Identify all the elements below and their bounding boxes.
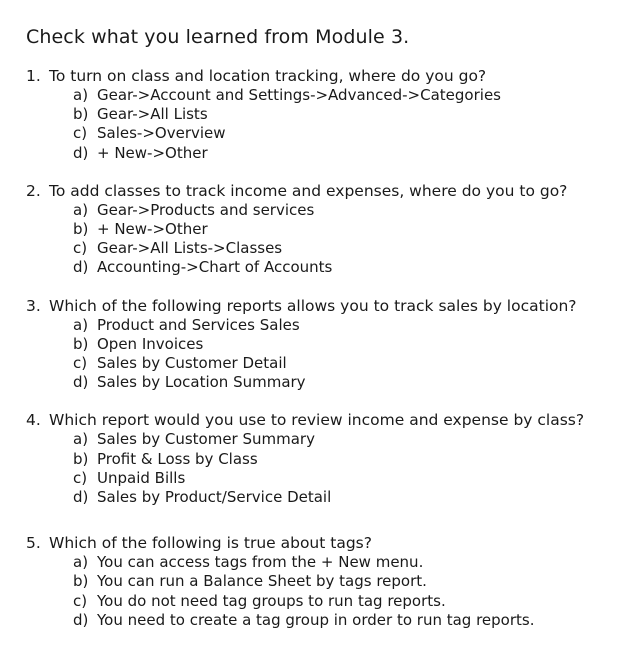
option-letter: c)	[73, 468, 88, 487]
option-text: Sales by Customer Summary	[97, 430, 315, 449]
answer-option-b	[73, 450, 627, 469]
option-letter: b)	[73, 220, 89, 239]
question-number: 3.	[26, 296, 41, 315]
question-text-line	[26, 411, 627, 430]
answer-option-b	[73, 105, 627, 124]
answer-option-d	[73, 488, 627, 507]
question-text-line	[26, 534, 627, 553]
question-number: 4.	[26, 411, 41, 430]
answer-options	[26, 553, 627, 630]
answer-option-d	[73, 373, 627, 392]
option-letter: b)	[73, 449, 89, 468]
answer-option-d	[73, 258, 627, 277]
question-text: Which of the following reports allows you to track sales by location?	[49, 296, 577, 315]
question-text-line	[26, 182, 627, 201]
answer-options	[26, 430, 627, 507]
question-text: To add classes to track income and expenses, where do you to go?	[49, 181, 568, 200]
answer-options	[26, 201, 627, 278]
option-letter: d)	[73, 373, 89, 392]
option-text: + New->Other	[97, 220, 208, 239]
answer-options	[26, 86, 627, 163]
option-text: You can access tags from the + New menu.	[97, 553, 424, 572]
question-number: 1.	[26, 67, 41, 85]
option-letter: b)	[73, 572, 89, 591]
option-letter: d)	[73, 488, 89, 507]
answer-option-c	[73, 124, 627, 143]
answer-option-c	[73, 592, 627, 611]
option-letter: b)	[73, 334, 89, 353]
answer-option-b	[73, 572, 627, 591]
option-letter: a)	[73, 553, 89, 572]
answer-option-b	[73, 220, 627, 239]
question-text: Which of the following is true about tags?	[49, 534, 372, 553]
option-letter: d)	[73, 258, 89, 277]
option-text: Accounting->Chart of Accounts	[97, 258, 333, 277]
option-letter: c)	[73, 591, 88, 610]
answer-option-c	[73, 354, 627, 373]
option-letter: c)	[73, 354, 88, 373]
answer-option-a	[73, 86, 627, 105]
question-text-line	[26, 67, 627, 86]
question-number: 2.	[26, 181, 41, 200]
page-title: Check what you learned from Module 3.	[26, 26, 410, 48]
option-text: Open Invoices	[97, 334, 204, 353]
option-text: Gear->All Lists->Classes	[97, 239, 283, 258]
option-text: + New->Other	[97, 143, 208, 162]
question-text: Which report would you use to review income and expense by class?	[49, 411, 585, 430]
option-letter: a)	[73, 315, 89, 334]
option-letter: a)	[73, 86, 89, 104]
question-3	[26, 297, 627, 393]
option-letter: a)	[73, 430, 89, 449]
answer-option-d	[73, 144, 627, 163]
option-text: Sales by Product/Service Detail	[97, 488, 332, 507]
answer-option-c	[73, 239, 627, 258]
option-text: Profit & Loss by Class	[97, 449, 258, 468]
option-letter: c)	[73, 239, 88, 258]
option-letter: d)	[73, 143, 89, 162]
option-letter: b)	[73, 105, 89, 124]
option-text: Sales by Location Summary	[97, 373, 306, 392]
answer-option-a	[73, 553, 627, 572]
option-letter: d)	[73, 610, 89, 629]
answer-options	[26, 316, 627, 393]
option-text: Gear->Account and Settings->Advanced->Categories	[97, 86, 501, 104]
option-letter: a)	[73, 200, 89, 219]
option-text: You can run a Balance Sheet by tags report.	[97, 572, 427, 591]
option-text: Gear->All Lists	[97, 105, 208, 124]
answer-option-a	[73, 430, 627, 449]
option-text: Sales->Overview	[97, 124, 226, 143]
question-5	[26, 534, 627, 630]
answer-option-c	[73, 469, 627, 488]
question-1	[26, 67, 627, 163]
question-2	[26, 182, 627, 278]
question-text-line	[26, 297, 627, 316]
answer-option-a	[73, 201, 627, 220]
answer-option-b	[73, 335, 627, 354]
option-text: Product and Services Sales	[97, 315, 300, 334]
option-text: You do not need tag groups to run tag reports.	[97, 591, 446, 610]
option-letter: c)	[73, 124, 88, 143]
question-text: To turn on class and location tracking, where do you go?	[49, 67, 487, 85]
option-text: Gear->Products and services	[97, 200, 315, 219]
option-text: Unpaid Bills	[97, 468, 186, 487]
question-4	[26, 411, 627, 507]
option-text: Sales by Customer Detail	[97, 354, 287, 373]
option-text: You need to create a tag group in order to run tag reports.	[97, 610, 535, 629]
question-number: 5.	[26, 534, 41, 553]
answer-option-d	[73, 611, 627, 630]
answer-option-a	[73, 316, 627, 335]
